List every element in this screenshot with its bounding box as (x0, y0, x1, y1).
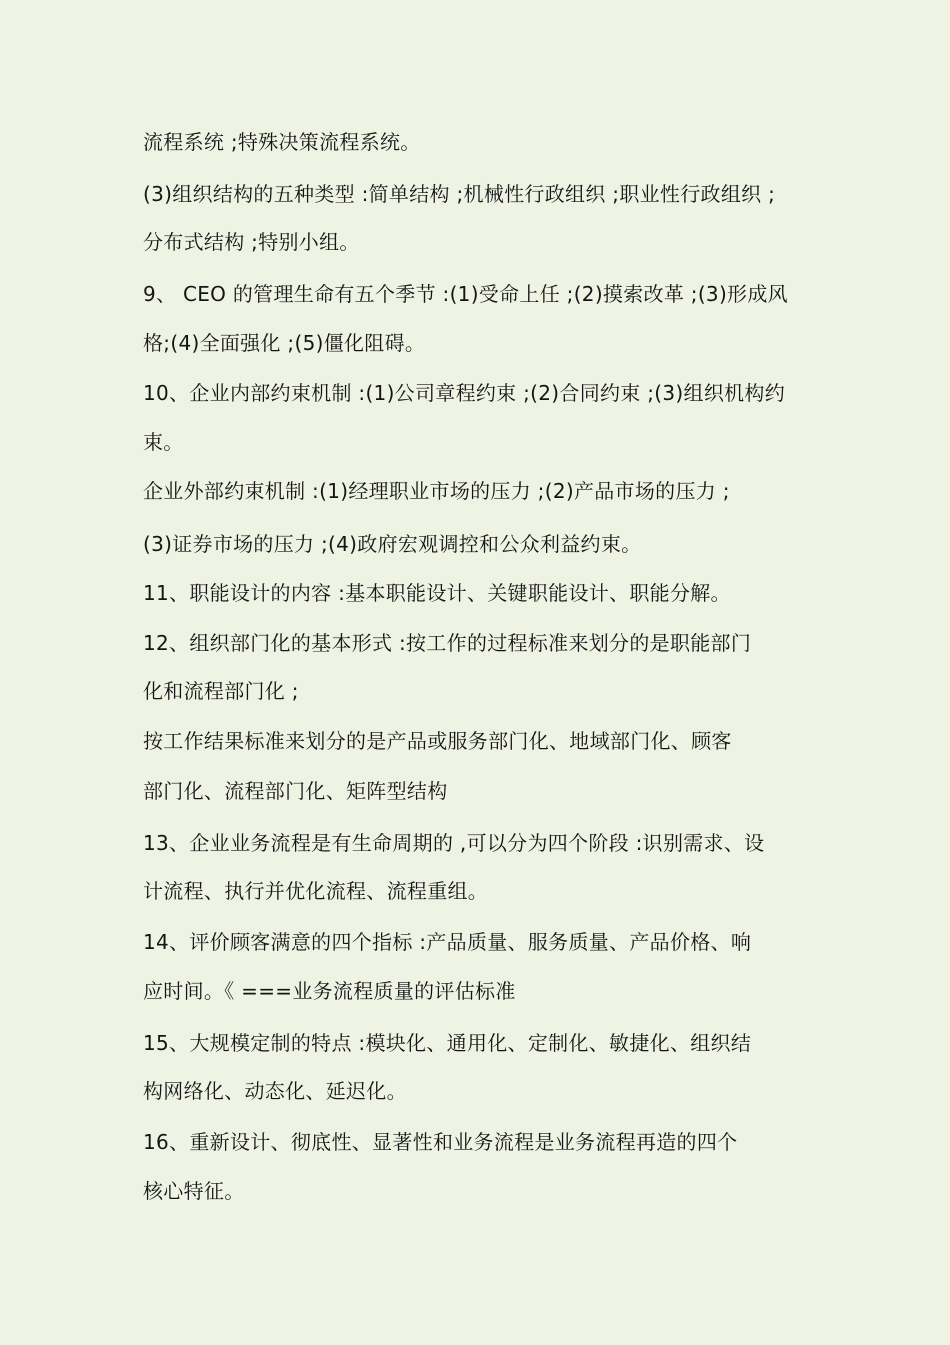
text-line: 14、评价顾客满意的四个指标 :产品质量、服务质量、产品价格、响 (143, 930, 752, 954)
text-line: 计流程、执行并优化流程、流程重组。 (143, 879, 489, 903)
text-line: 流程系统 ;特殊决策流程系统。 (143, 130, 421, 154)
text-line: 按工作结果标准来划分的是产品或服务部门化、地域部门化、顾客 (143, 729, 732, 753)
text-line: 部门化、流程部门化、矩阵型结构 (143, 779, 448, 803)
text-line: (3)组织结构的五种类型 :简单结构 ;机械性行政组织 ;职业性行政组织 ; (143, 182, 776, 206)
text-line: 15、大规模定制的特点 :模块化、通用化、定制化、敏捷化、组织结 (143, 1031, 752, 1055)
text-line: 16、重新设计、彻底性、显著性和业务流程是业务流程再造的四个 (143, 1130, 738, 1154)
text-line: 13、企业业务流程是有生命周期的 ,可以分为四个阶段 :识别需求、设 (143, 831, 765, 855)
text-line: 核心特征。 (143, 1179, 245, 1203)
text-line: 企业外部约束机制 :(1)经理职业市场的压力 ;(2)产品市场的压力 ; (143, 479, 730, 503)
text-line: 构网络化、动态化、延迟化。 (143, 1079, 407, 1103)
text-line: 应时间。《 ===业务流程质量的评估标准 (143, 979, 516, 1003)
text-line: 分布式结构 ;特别小组。 (143, 230, 360, 254)
text-line: 束。 (143, 430, 184, 454)
text-line: 10、企业内部约束机制 :(1)公司章程约束 ;(2)合同约束 ;(3)组织机构约 (143, 381, 786, 405)
text-line: (3)证券市场的压力 ;(4)政府宏观调控和公众利益约束。 (143, 532, 642, 556)
text-line: 化和流程部门化 ; (143, 679, 299, 703)
text-line: 格;(4)全面强化 ;(5)僵化阻碍。 (143, 331, 426, 355)
text-line: 12、组织部门化的基本形式 :按工作的过程标准来划分的是职能部门 (143, 631, 752, 655)
text-line: 11、职能设计的内容 :基本职能设计、关键职能设计、职能分解。 (143, 581, 731, 605)
text-line: 9、 CEO 的管理生命有五个季节 :(1)受命上任 ;(2)摸索改革 ;(3)形成风 (143, 282, 788, 306)
